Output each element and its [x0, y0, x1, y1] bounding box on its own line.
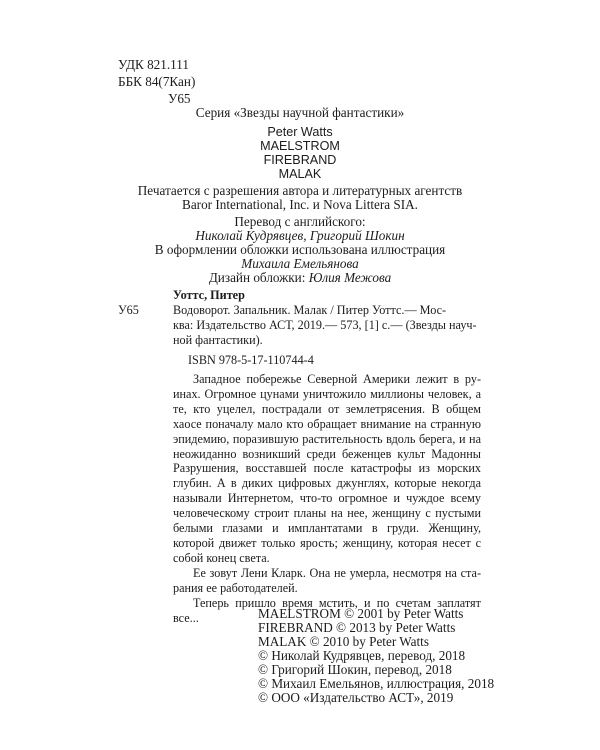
udk-code: УДК 821.111 [118, 57, 189, 72]
cover-design-label: Дизайн обложки: [208, 270, 306, 285]
catalog-line-3: ной фантастики). [173, 333, 263, 347]
copyright-line-2: FIREBRAND © 2013 by Peter Watts [258, 620, 456, 635]
author-mark: У65 [168, 91, 191, 106]
illustrator: Михаила Емельянова [241, 256, 359, 271]
original-author: Peter Watts [267, 125, 333, 139]
cover-illustration-label: В оформлении обложки использована иллюстрация [154, 242, 446, 257]
copyright-line-1: MAELSTROM © 2001 by Peter Watts [258, 606, 464, 621]
annotation [173, 372, 481, 625]
catalog-line-2: ква: Издательство АСТ, 2019.— 573, [1] с.— (Звезды науч- [173, 318, 477, 332]
rights-line-2: Baror International, Inc. и Nova Littera SIA. [182, 197, 418, 212]
copyright-line-5: © Григорий Шокин, перевод, 2018 [258, 662, 452, 677]
original-title-3: MALAK [278, 167, 322, 181]
series-title: Серия «Звезды научной фантастики» [195, 105, 405, 120]
cover-designer: Юлия Межова [308, 270, 392, 285]
copyright-line-6: © Михаил Емельянов, иллюстрация, 2018 [258, 676, 495, 691]
annotation-paragraph-3: Теперь пришло время мстить, и по счетам заплатят все... [173, 595, 481, 625]
copyright-line-7: © ООО «Издательство АСТ», 2019 [258, 690, 454, 705]
catalog-mark: У65 [118, 303, 139, 317]
rights-line-1: Печатается с разрешения автора и литературных агентств [137, 183, 463, 198]
catalog-author-heading: Уоттс, Питер [173, 288, 245, 302]
original-title-1: MAELSTROM [260, 139, 340, 153]
catalog-line-1: Водоворот. Запальник. Малак / Питер Уоттс.— Мос- [173, 303, 447, 317]
annotation-paragraph-1: Западное побережье Северной Америки лежит в руинах. Огромное цунами уничтожило миллионы человек, а те, кто уцелел, пострадали от землетрясения. В общем хаосе поначалу мало кто обращает внимание на странную эпидемию, поразившую растительность вдоль берега, и на неожиданно возникший среди беженцев культ Мадонны Разрушения, восставшей после катастрофы из морских глубин. А в диких цифровых джунглях, которые некогда называли Интернетом, что-то огромное и чуждое всему человеческому строит планы на нее, женщину с пустыми белыми глазами и имплантатами в груди. Женщину, которой движет только ярость; женщину, которая несет с собой конец света. [173, 372, 481, 565]
translation-label: Перевод с английского: [234, 214, 366, 229]
isbn: ISBN 978-5-17-110744-4 [188, 353, 314, 367]
translators: Николай Кудрявцев, Григорий Шокин [195, 228, 405, 243]
copyright-line-4: © Николай Кудрявцев, перевод, 2018 [258, 648, 466, 663]
cover-design-line [0, 270, 600, 286]
original-title-2: FIREBRAND [263, 153, 337, 167]
copyright-line-3: MALAK © 2010 by Peter Watts [258, 634, 429, 649]
annotation-paragraph-2: Ее зовут Лени Кларк. Она не умерла, несмотря на старания ее работодателей. [173, 565, 481, 595]
bbk-code: ББК 84(7Кан) [118, 74, 196, 89]
